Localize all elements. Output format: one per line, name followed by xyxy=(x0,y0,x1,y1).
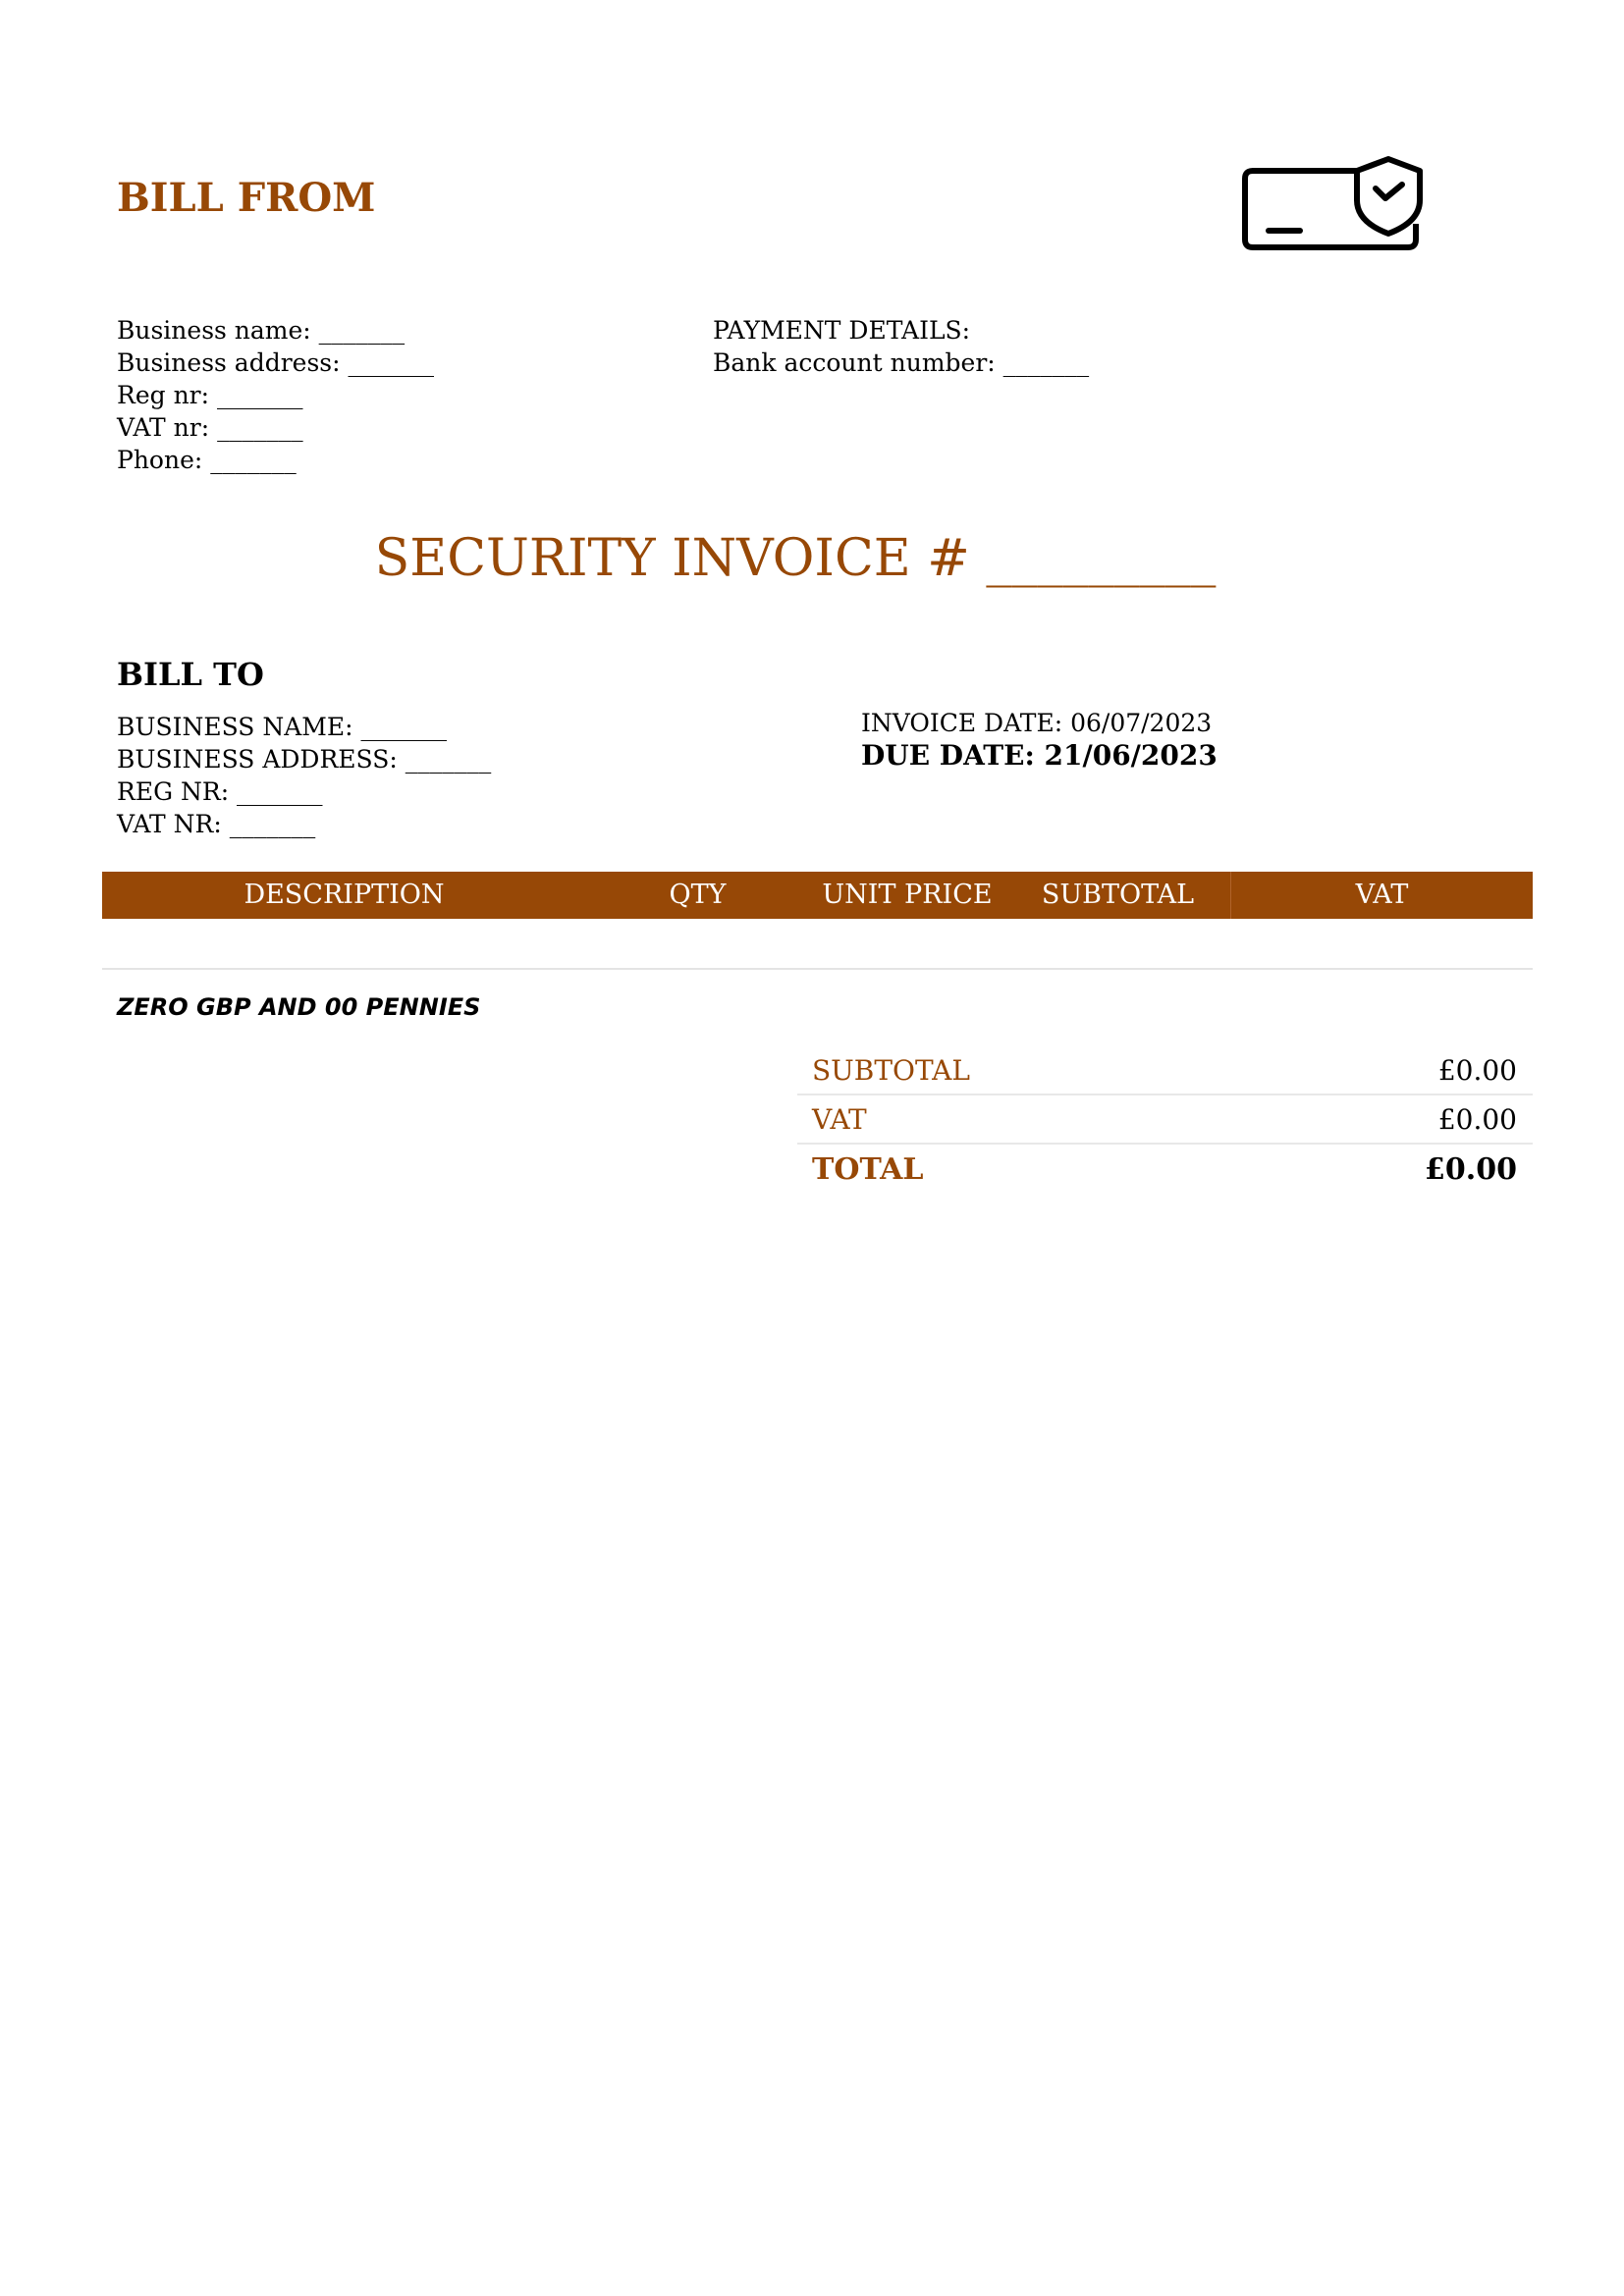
to-reg-nr: REG NR: _______ xyxy=(117,777,323,806)
column-header-unit-price: UNIT PRICE xyxy=(822,880,993,910)
bill-from-heading: BILL FROM xyxy=(117,175,376,221)
invoice-date: INVOICE DATE: 06/07/2023 xyxy=(861,709,1213,737)
amount-in-words: ZERO GBP AND 00 PENNIES xyxy=(117,993,481,1021)
to-business-address: BUSINESS ADDRESS: _______ xyxy=(117,745,492,774)
to-business-name: BUSINESS NAME: _______ xyxy=(117,713,447,741)
credit-card-shield-icon xyxy=(1239,153,1441,255)
payment-details xyxy=(713,314,1089,379)
invoice-title: SECURITY INVOICE # _________ xyxy=(374,529,1217,588)
total-value: £0.00 xyxy=(1425,1152,1517,1187)
column-header-description: DESCRIPTION xyxy=(244,880,445,910)
column-header-subtotal: SUBTOTAL xyxy=(1005,872,1231,919)
from-vat-nr: VAT nr: _______ xyxy=(117,413,303,442)
total-row xyxy=(797,1145,1533,1196)
from-phone: Phone: _______ xyxy=(117,446,297,474)
totals-table xyxy=(797,1046,1533,1196)
bill-to-details xyxy=(117,711,491,840)
subtotal-value: £0.00 xyxy=(1437,1054,1517,1087)
invoice-dates xyxy=(861,707,1218,772)
items-table-header xyxy=(102,872,1533,919)
subtotal-row xyxy=(797,1046,1533,1095)
column-header-vat: VAT xyxy=(1355,880,1409,910)
items-divider xyxy=(102,968,1533,970)
column-header-qty: QTY xyxy=(669,880,727,910)
from-business-name: Business name: _______ xyxy=(117,316,406,345)
due-date: DUE DATE: 21/06/2023 xyxy=(861,739,1218,772)
from-reg-nr: Reg nr: _______ xyxy=(117,381,303,409)
bill-to-heading: BILL TO xyxy=(117,656,264,693)
bank-account-number: Bank account number: _______ xyxy=(713,348,1090,377)
bill-from-details xyxy=(117,314,434,476)
to-vat-nr: VAT NR: _______ xyxy=(117,810,316,838)
vat-row xyxy=(797,1095,1533,1145)
from-business-address: Business address: _______ xyxy=(117,348,434,377)
vat-label: VAT xyxy=(812,1103,867,1136)
total-label: TOTAL xyxy=(812,1152,924,1187)
subtotal-label: SUBTOTAL xyxy=(812,1054,970,1087)
vat-value: £0.00 xyxy=(1437,1103,1517,1136)
payment-heading: PAYMENT DETAILS: xyxy=(713,316,971,345)
